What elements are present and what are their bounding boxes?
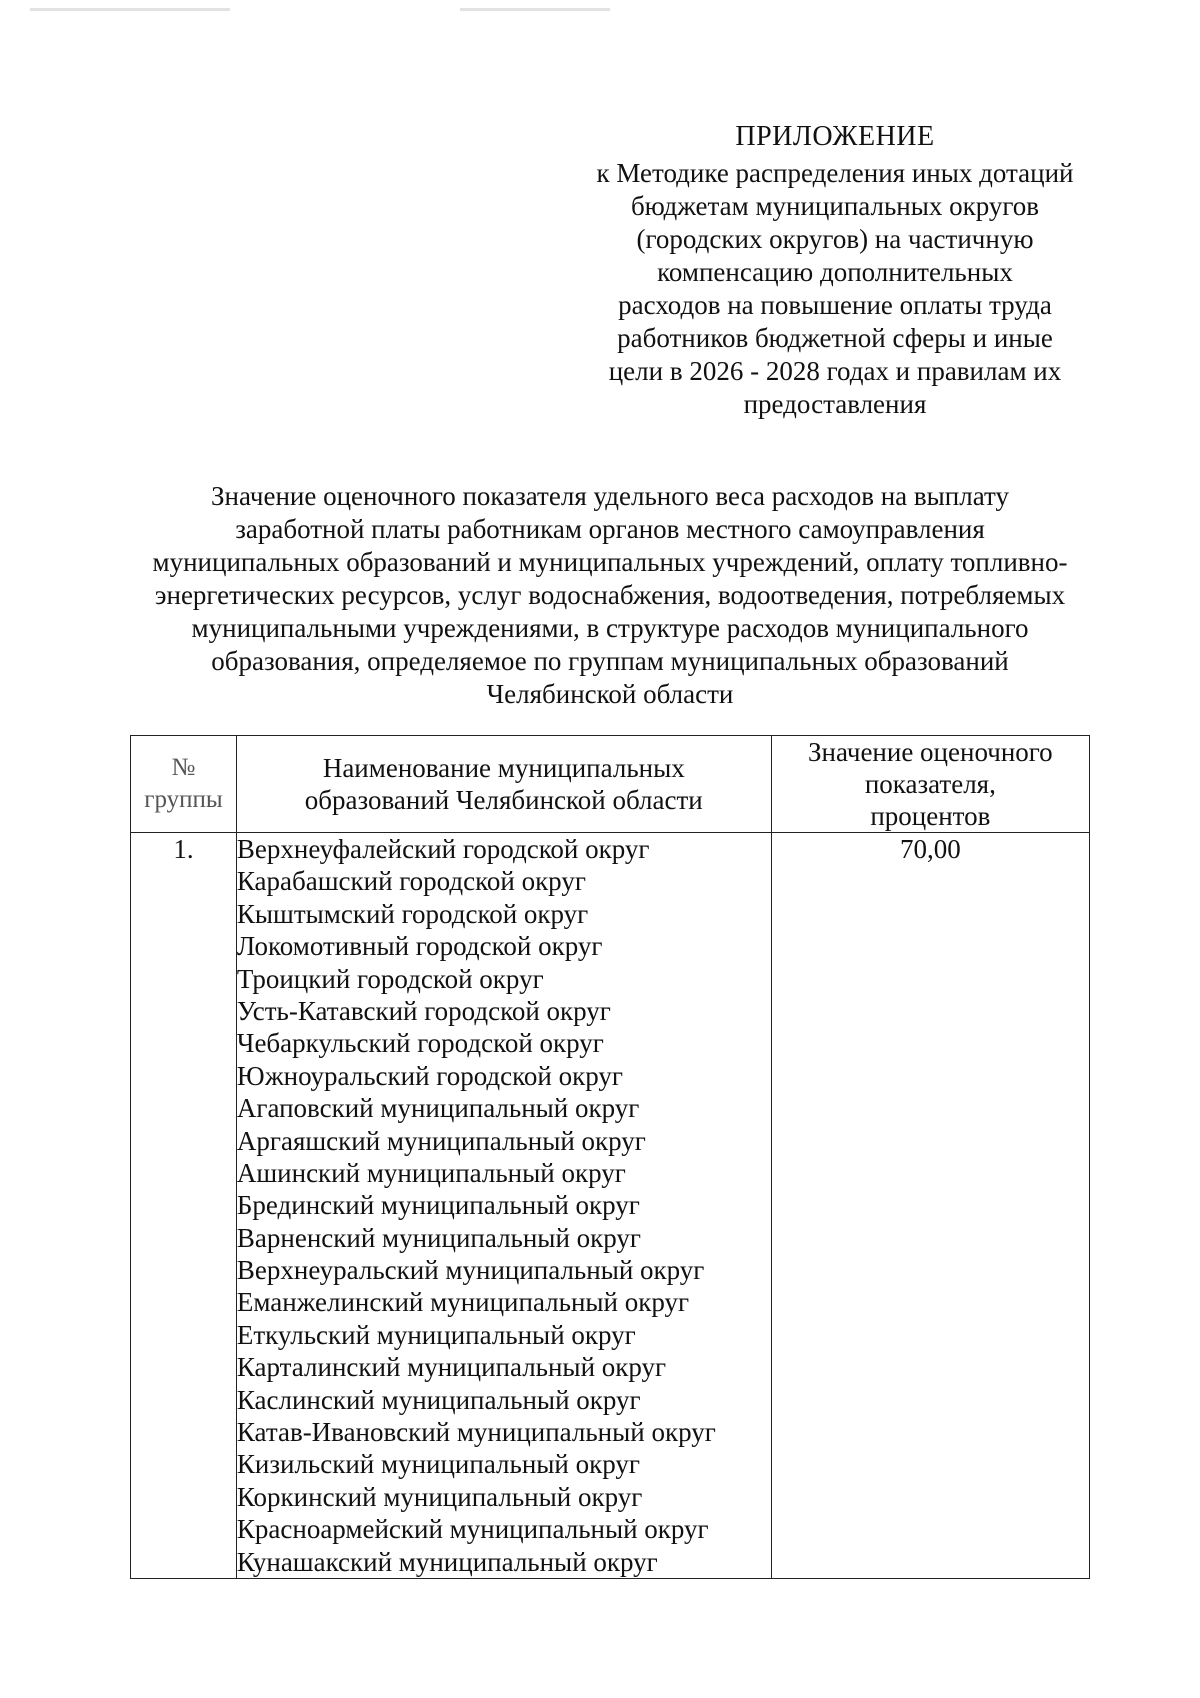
header-line: Наименование муниципальных xyxy=(322,753,685,783)
municipality-name: Каслинский муниципальный округ xyxy=(236,1384,641,1415)
municipality-name: Ашинский муниципальный округ xyxy=(236,1157,626,1188)
groups-table xyxy=(130,735,1090,1579)
municipality-name: Варненский муниципальный округ xyxy=(236,1222,641,1253)
appendix-line: компенсацию дополнительных xyxy=(657,257,1013,287)
municipality-name: Брединский муниципальный округ xyxy=(236,1190,640,1221)
scan-artifact xyxy=(460,8,610,11)
header-line: № xyxy=(171,754,196,781)
appendix-line: расходов на повышение оплаты труда xyxy=(618,290,1052,320)
title-line: образования, определяемое по группам муниципальных образований xyxy=(211,646,1009,676)
header-indicator-value xyxy=(771,736,1089,833)
title-line: муниципальными учреждениями, в структуре расходов муниципального xyxy=(191,613,1029,643)
appendix-heading: ПРИЛОЖЕНИЕ xyxy=(735,121,935,152)
municipality-name: Катав-Ивановский муниципальный округ xyxy=(236,1417,716,1448)
appendix-line: бюджетам муниципальных округов xyxy=(630,191,1040,221)
header-line: Значение оценочного xyxy=(807,737,1053,767)
title-line: муниципальных образований и муниципальных учреждений, оплату топливно- xyxy=(152,547,1068,577)
appendix-line: к Методике распределения иных дотаций xyxy=(596,158,1074,188)
municipality-name: Еманжелинский муниципальный округ xyxy=(236,1287,690,1318)
municipality-list-cell xyxy=(236,833,771,1579)
indicator-value-cell: 70,00 xyxy=(771,833,1089,1579)
header-line: показателя, xyxy=(864,769,996,799)
title-line: заработной платы работникам органов местного самоуправления xyxy=(235,514,985,544)
municipality-name: Красноармейский муниципальный округ xyxy=(236,1514,709,1545)
municipality-name: Троицкий городской округ xyxy=(236,963,544,994)
title-line: энергетических ресурсов, услуг водоснабжения, водоотведения, потребляемых xyxy=(154,580,1066,610)
municipality-name: Кизильский муниципальный округ xyxy=(236,1449,640,1480)
municipality-name: Аргаяшский муниципальный округ xyxy=(236,1125,646,1156)
table-header-row xyxy=(131,736,1090,833)
appendix-line: (городских округов) на частичную xyxy=(636,224,1034,254)
title-line: Значение оценочного показателя удельного веса расходов на выплату xyxy=(211,481,1009,511)
appendix-block xyxy=(575,120,1095,421)
header-group-number xyxy=(131,736,237,833)
municipality-name: Южноуральский городской округ xyxy=(236,1060,623,1091)
municipality-name: Кунашакский муниципальный округ xyxy=(236,1546,658,1577)
municipality-name: Коркинский муниципальный округ xyxy=(236,1481,643,1512)
header-line: образований Челябинской области xyxy=(304,785,703,815)
document-title xyxy=(130,480,1090,711)
municipality-name: Карабашский городской округ xyxy=(236,866,586,897)
municipality-name: Локомотивный городской округ xyxy=(236,931,603,962)
appendix-line: работников бюджетной сферы и иные xyxy=(617,323,1053,353)
municipality-name: Усть-Катавский городской округ xyxy=(236,995,611,1026)
scan-artifact xyxy=(30,8,230,11)
municipality-name: Верхнеуфалейский городской округ xyxy=(236,834,650,864)
municipality-name: Верхнеуральский муниципальный округ xyxy=(236,1255,705,1286)
table-row xyxy=(131,833,1090,1579)
appendix-line: цели в 2026 - 2028 годах и правилам их xyxy=(608,356,1062,386)
municipality-name: Агаповский муниципальный округ xyxy=(236,1093,640,1124)
municipality-name: Карталинский муниципальный округ xyxy=(236,1352,667,1383)
group-number-cell: 1. xyxy=(131,833,237,1579)
municipality-name: Еткульский муниципальный округ xyxy=(236,1319,636,1350)
appendix-line: предоставления xyxy=(743,389,927,419)
municipality-name: Кыштымский городской округ xyxy=(236,898,589,929)
title-line: Челябинской области xyxy=(486,679,734,709)
header-line: группы xyxy=(144,786,223,813)
header-municipality-name xyxy=(236,736,771,833)
header-line: процентов xyxy=(870,801,991,831)
municipality-name: Чебаркульский городской округ xyxy=(236,1028,604,1059)
